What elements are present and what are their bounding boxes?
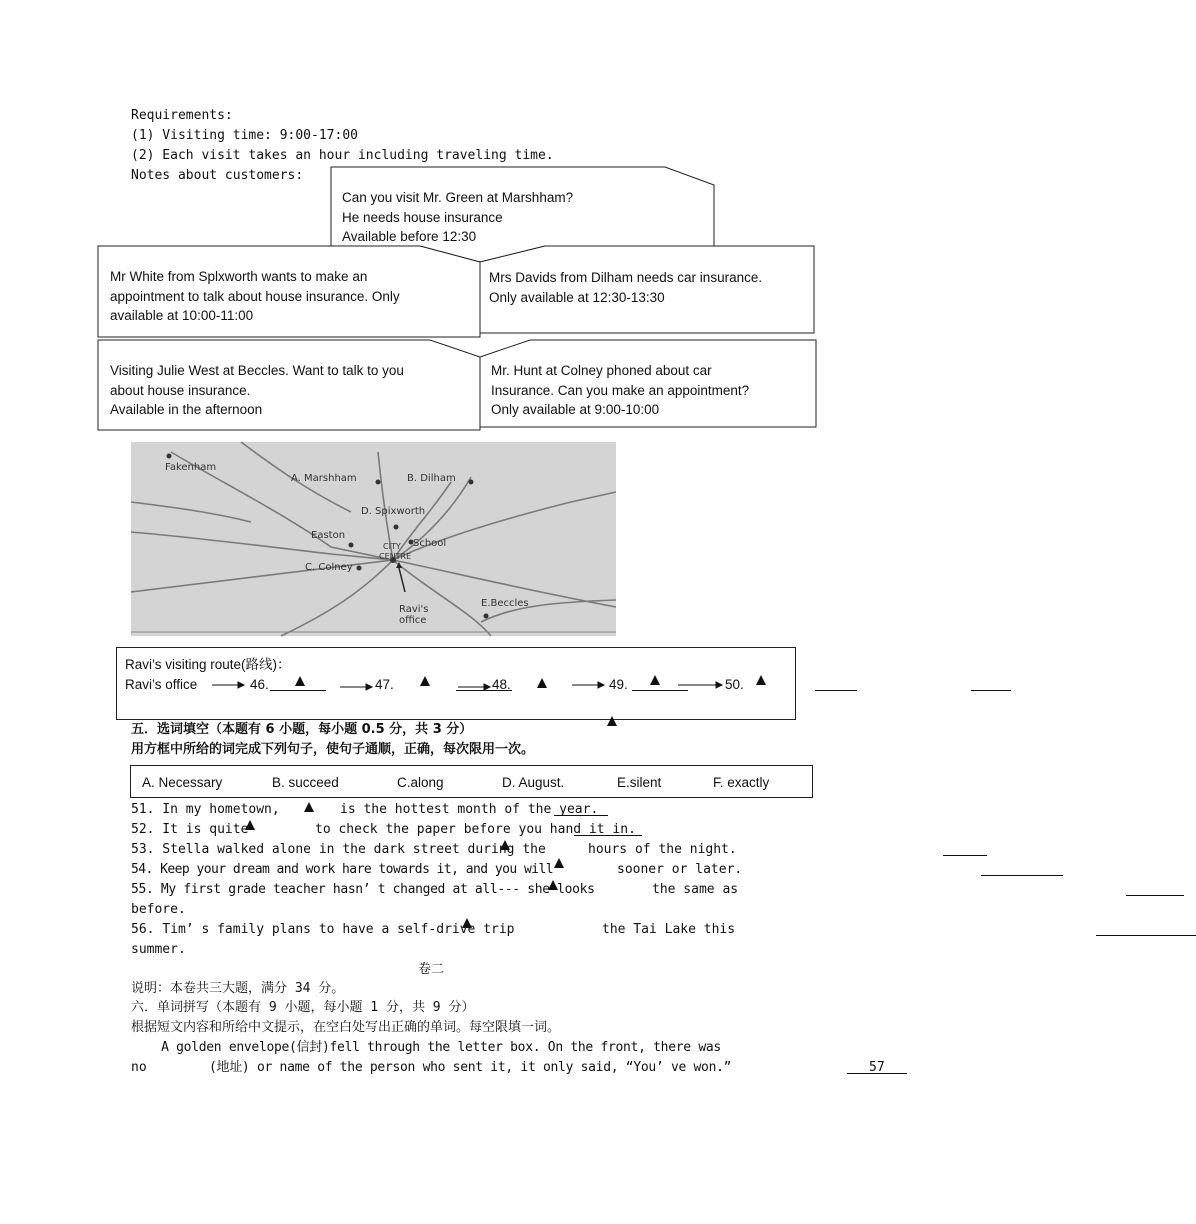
triangle-icon: [537, 678, 547, 688]
option-f: F. exactly: [713, 775, 770, 790]
passage-line-2-end: (地址) or name of the person who sent it, it only said, “You’ ve won.”: [209, 1060, 732, 1075]
question-53-part1: 53. Stella walked alone in the dark street during the: [131, 842, 554, 857]
note-text: Mr. Hunt at Colney phoned about car: [491, 363, 712, 378]
map-label-dilham: B. Dilham: [407, 473, 456, 484]
map-label-marshham: A. Marshham: [291, 473, 357, 484]
note-text: Mr White from Splxworth wants to make an: [110, 269, 368, 284]
passage-line-2-start: no: [131, 1060, 147, 1075]
triangle-icon: [500, 840, 510, 850]
triangle-icon: [607, 716, 617, 726]
question-53-blank[interactable]: [943, 841, 987, 856]
question-54-part2: sooner or later.: [617, 862, 743, 877]
route-label-48: 48.: [492, 677, 511, 692]
map-label-easton: Easton: [311, 530, 346, 541]
question-55-blank[interactable]: [1126, 881, 1184, 896]
part2-note: 说明：本卷共三大题，满分 34 分。: [131, 981, 345, 996]
question-55-part1: 55. My first grade teacher hasn’ t changed at all--- she looks: [131, 882, 603, 897]
question-55-part2: the same as: [652, 882, 739, 897]
question-53-part2: hours of the night.: [588, 842, 737, 857]
triangle-icon: [462, 918, 472, 928]
section6-instruction: 根据短文内容和所给中文提示，在空白处写出正确的单词。每空限填一词。: [131, 1020, 561, 1035]
question-56-blank[interactable]: [1096, 921, 1196, 936]
section5-instruction: 用方框中所给的词完成下列句子，使句子通顺，正确，每次限用一次。: [131, 742, 535, 757]
route-label-50: 50.: [725, 677, 744, 692]
map-label-office-1: Ravi's: [399, 604, 429, 615]
triangle-icon: [650, 675, 660, 685]
question-56-part3: summer.: [131, 942, 186, 957]
triangle-icon: [304, 802, 314, 812]
map-label-office-2: office: [399, 615, 427, 626]
triangle-icon: [756, 675, 766, 685]
note-text: Insurance. Can you make an appointment?: [491, 382, 750, 398]
question-54-part1: 54. Keep your dream and work hare towards it, and you will: [131, 862, 554, 877]
route-label-47: 47.: [375, 677, 394, 692]
option-a: A. Necessary: [142, 775, 223, 790]
note-text: He needs house insurance: [342, 209, 503, 225]
note-white: [110, 267, 400, 326]
option-b: B. succeed: [272, 775, 339, 790]
note-text: appointment to talk about house insurance. Only: [110, 288, 400, 304]
section6-heading: 六．单词拼写（本题有 9 小题，每小题 1 分，共 9 分）: [131, 1000, 475, 1015]
blank-57-number: 57: [869, 1060, 885, 1075]
map-label-city: CITY: [383, 542, 401, 551]
requirements-heading: Requirements:: [131, 108, 233, 123]
note-text: Only available at 12:30-13:30: [489, 289, 665, 305]
option-e: E.silent: [617, 775, 662, 790]
map-label-centre: CENTRE: [379, 552, 412, 561]
question-52-part2: to check the paper before you hand it in.: [315, 822, 636, 837]
triangle-icon: [420, 676, 430, 686]
route-label-46: 46.: [250, 677, 269, 692]
blank-57[interactable]: [847, 1059, 907, 1074]
route-label-49: 49.: [609, 677, 628, 692]
map-label-fakenham: Fakenham: [165, 462, 217, 473]
note-green: [342, 188, 573, 247]
route-blank-48[interactable]: [632, 676, 688, 691]
option-c: C.along: [397, 775, 444, 790]
route-blank-49[interactable]: [815, 676, 857, 691]
note-hunt: [491, 361, 749, 420]
note-west: [110, 361, 404, 420]
triangle-icon: [295, 676, 305, 686]
part2-title: 卷二: [418, 962, 445, 977]
route-title: Ravi’s visiting route(路线)：: [125, 657, 291, 672]
notes-heading: Notes about customers:: [131, 168, 304, 183]
note-text: available at 10:00-11:00: [110, 308, 254, 323]
requirement-1: (1) Visiting time: 9:00-17:00: [131, 128, 358, 143]
question-55-part3: before.: [131, 902, 186, 917]
note-text: Visiting Julie West at Beccles. Want to talk to you: [110, 363, 404, 378]
passage-line-1: A golden envelope(信封)fell through the letter box. On the front, there was: [131, 1040, 721, 1055]
question-51-part1: 51. In my hometown,: [131, 802, 288, 817]
triangle-icon: [554, 858, 564, 868]
map-label-colney: C. Colney: [305, 562, 353, 573]
map-label-school: School: [413, 538, 447, 549]
word-options-box: [130, 765, 813, 798]
section5-heading: 五．选词填空（本题有 6 小题，每小题 0.5 分，共 3 分）: [131, 722, 473, 737]
question-54-blank[interactable]: [981, 861, 1063, 876]
question-56-part1: 56. Tim’ s family plans to have a self-drive trip: [131, 922, 515, 937]
note-text: Can you visit Mr. Green at Marshham?: [342, 190, 574, 205]
note-text: Mrs Davids from Dilham needs car insurance.: [489, 270, 763, 285]
note-text: Available in the afternoon: [110, 402, 263, 417]
triangle-icon: [245, 820, 255, 830]
route-map: [131, 442, 616, 636]
route-blank-50[interactable]: [971, 676, 1011, 691]
map-label-spixworth: D. Spixworth: [361, 506, 426, 517]
note-davids: [489, 268, 762, 307]
question-56-part2: the Tai Lake this: [602, 922, 736, 937]
route-start: Ravi’s office: [125, 677, 198, 692]
note-text: about house insurance.: [110, 382, 251, 398]
question-52-part1: 52. It is quite: [131, 822, 249, 837]
option-d: D. August.: [502, 775, 565, 790]
map-label-beccles: E.Beccles: [481, 598, 529, 609]
note-text: Available before 12:30: [342, 229, 477, 244]
requirement-2: (2) Each visit takes an hour including traveling time.: [131, 148, 554, 163]
question-51-part2: is the hottest month of the year.: [340, 802, 599, 817]
note-text: Only available at 9:00-10:00: [491, 402, 660, 417]
triangle-icon: [548, 880, 558, 890]
